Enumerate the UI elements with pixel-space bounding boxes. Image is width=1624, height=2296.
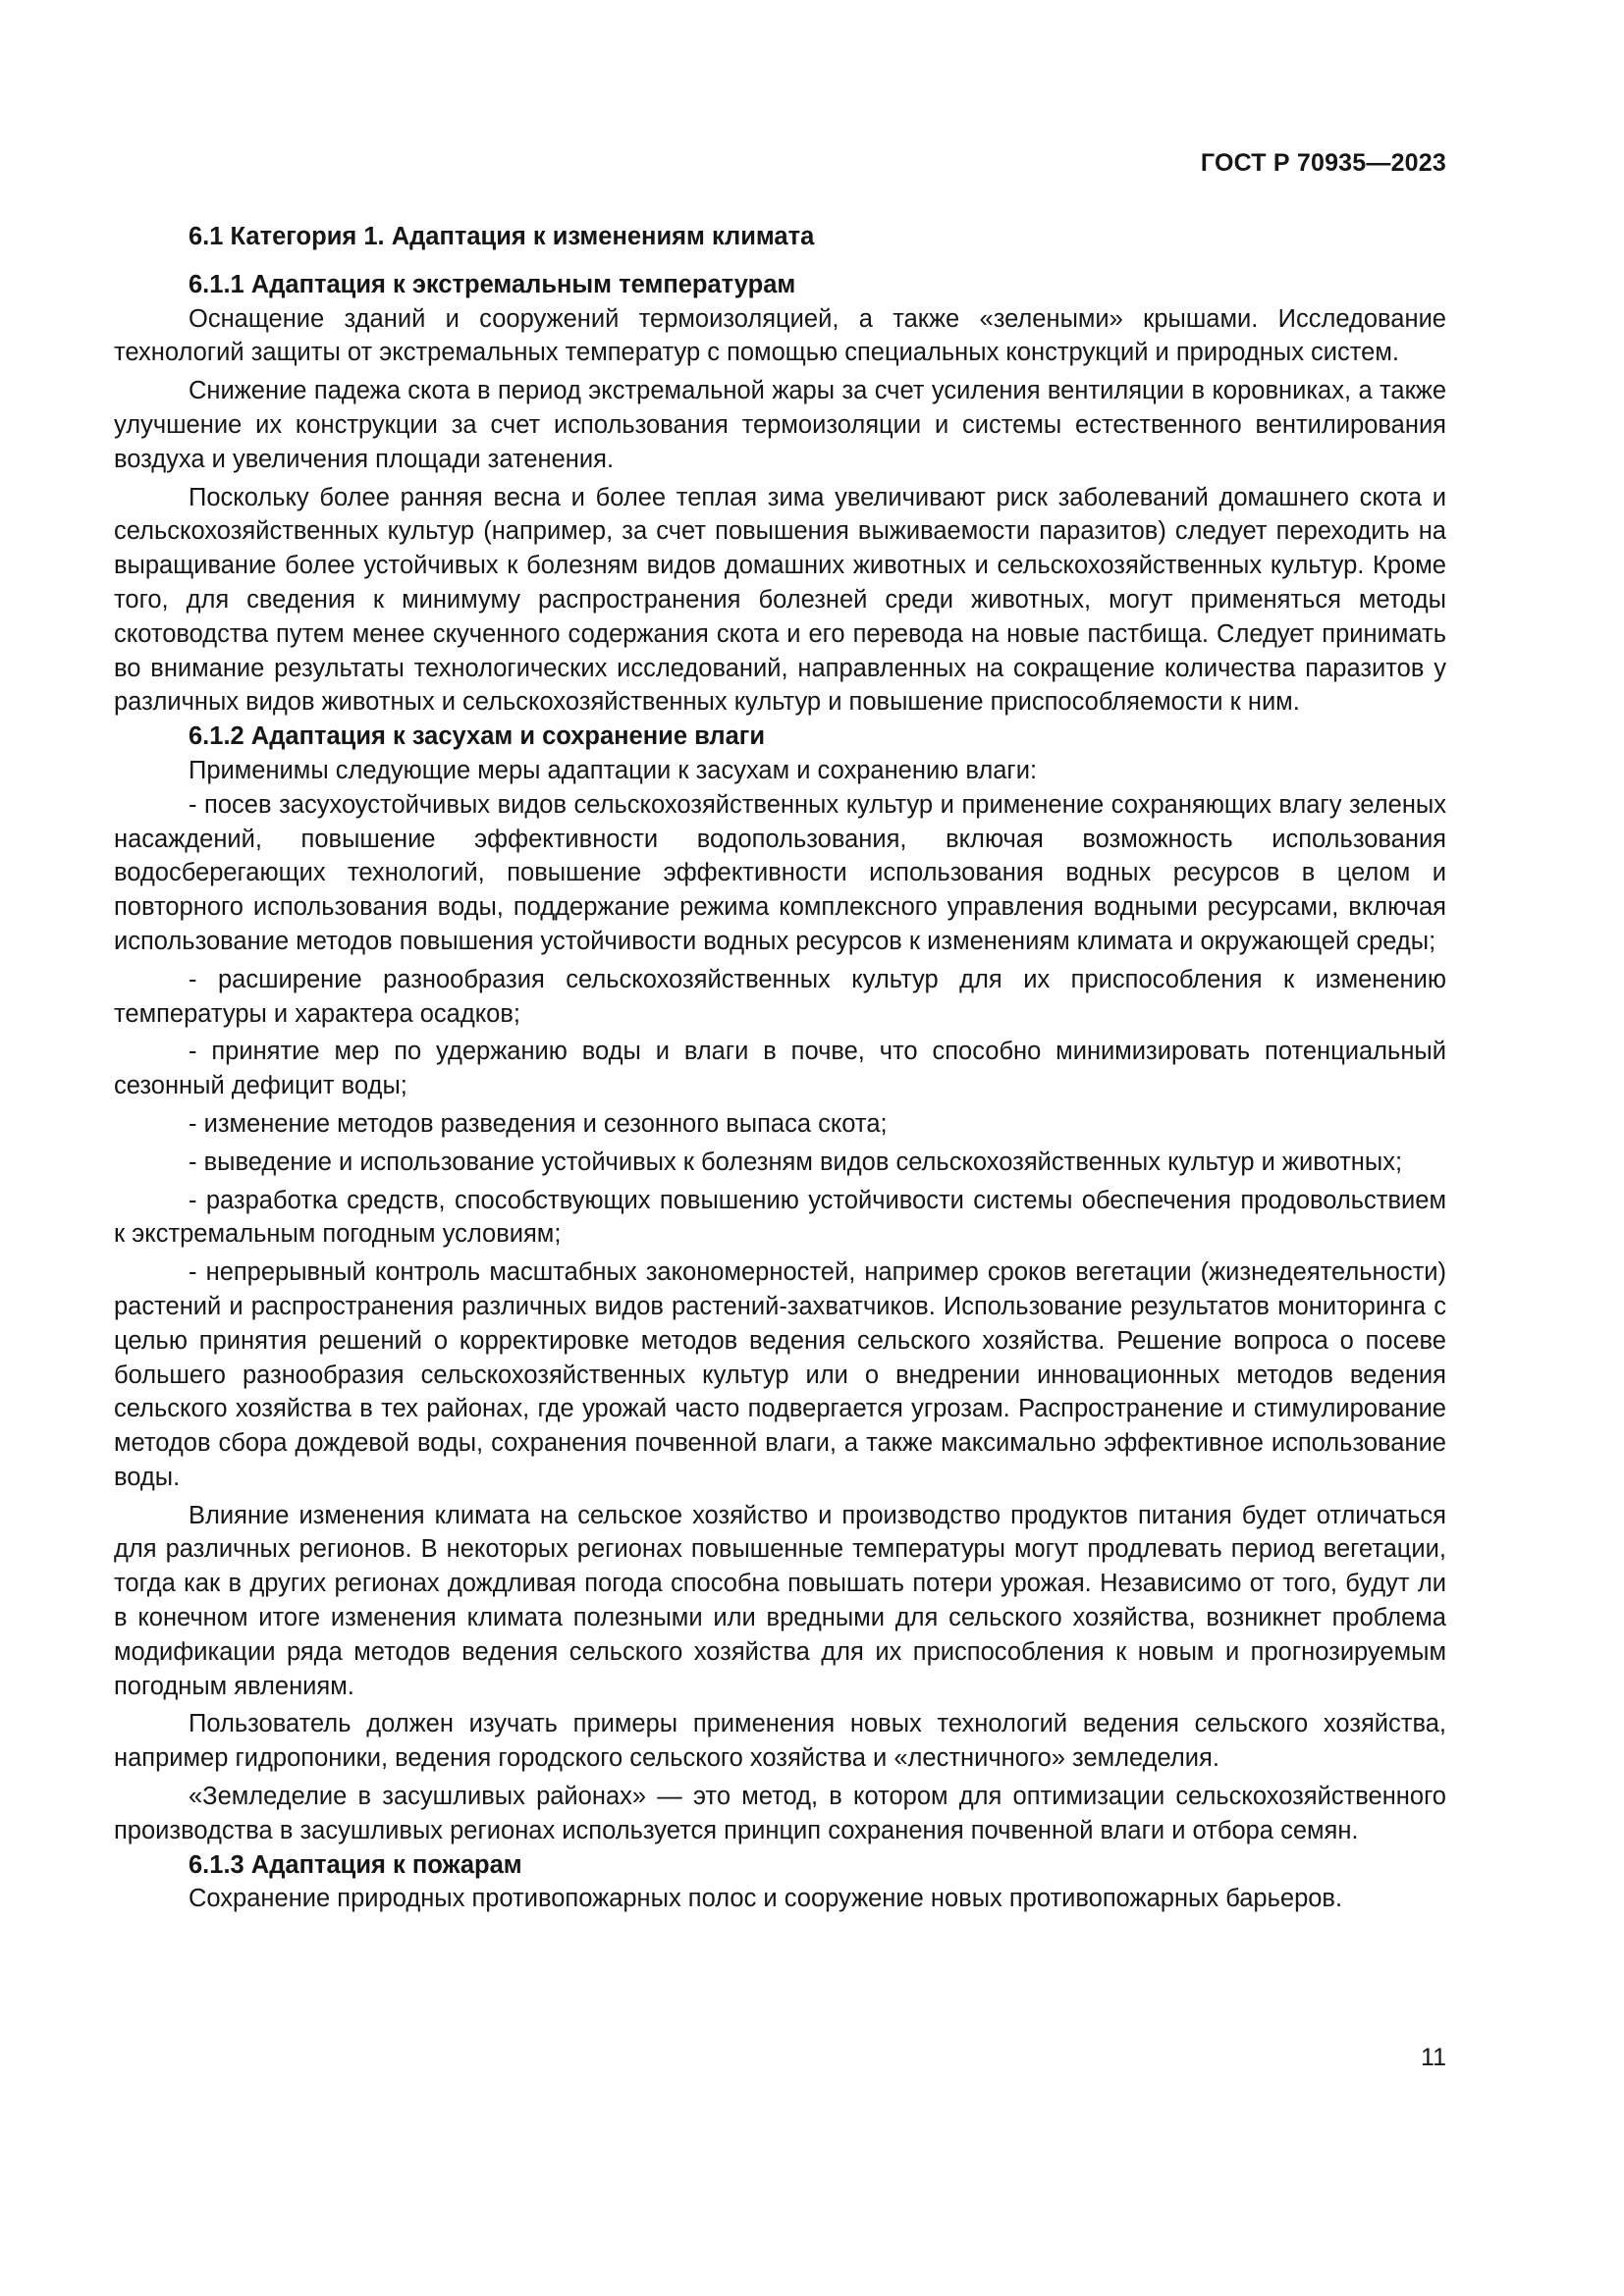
paragraph: Применимы следующие меры адаптации к засухам и сохранению влаги: bbox=[189, 756, 1038, 784]
list-item: - непрерывный контроль масштабных закономерностей, например сроков вегетации (жизнедеятельности) растений и распространения различных видов растений-захватчиков. Использование результатов мониторинга с целью принятия решений о корректировке методов ведения сельского хозяйства. Решение вопроса о посеве большего разнообразия сельскохозяйственных культур или о внедрении инновационных методов ведения сельского хозяйства в тех районах, где урожай часто подвергается угрозам. Распространение и стимулирование методов сбора дождевой воды, сохранения почвенной влаги, а также максимально эффективное использование воды. bbox=[114, 1258, 1446, 1491]
document-id-header: ГОСТ Р 70935—2023 bbox=[1200, 149, 1446, 177]
document-body bbox=[114, 220, 1446, 1916]
subsection-title-6-1-3: 6.1.3 Адаптация к пожарам bbox=[189, 1850, 522, 1879]
list-item: - принятие мер по удержанию воды и влаги в почве, что способно минимизировать потенциальный сезонный дефицит воды; bbox=[114, 1038, 1446, 1100]
list-item: - изменение методов разведения и сезонного выпаса скота; bbox=[189, 1109, 888, 1138]
paragraph: «Земледелие в засушливых районах» — это метод, в котором для оптимизации сельскохозяйственного производства в засушливых регионах используется принцип сохранения почвенной влаги и отбора семян. bbox=[114, 1783, 1446, 1844]
paragraph: Снижение падежа скота в период экстремальной жары за счет усиления вентиляции в коровниках, а также улучшение их конструкции за счет использования термоизоляции и системы естественного вентилирования воздуха и увеличения площади затенения. bbox=[114, 377, 1446, 473]
list-item: - выведение и использование устойчивых к болезням видов сельскохозяйственных культур и животных; bbox=[189, 1148, 1403, 1176]
paragraph: Оснащение зданий и сооружений термоизоляцией, а также «зелеными» крышами. Исследование технологий защиты от экстремальных температур с помощью специальных конструкций и природных систем. bbox=[114, 304, 1446, 367]
paragraph: Поскольку более ранняя весна и более теплая зима увеличивают риск заболеваний домашнего скота и сельскохозяйственных культур (например, за счет повышения выживаемости паразитов) следует переходить на выращивание более устойчивых к болезням видов домашних животных и сельскохозяйственных культур. Кроме того, для сведения к минимуму распространения болезней среди животных, могут применяться методы скотоводства путем менее скученного содержания скота и его перевода на новые пастбища. Следует принимать во внимание результаты технологических исследований, направленных на сокращение количества паразитов у различных видов животных и сельскохозяйственных культур и повышение приспособляемости к ним. bbox=[114, 483, 1446, 717]
paragraph: Пользователь должен изучать примеры применения новых технологий ведения сельского хозяйства, например гидропоники, ведения городского сельского хозяйства и «лестничного» земледелия. bbox=[114, 1710, 1446, 1773]
page-number: 11 bbox=[1421, 2044, 1446, 2071]
list-item: - разработка средств, способствующих повышению устойчивости системы обеспечения продовольствием к экстремальным погодным условиям; bbox=[114, 1186, 1446, 1249]
list-item: - посев засухоустойчивых видов сельскохозяйственных культур и применение сохраняющих влагу зеленых насаждений, повышение эффективности водопользования, включая возможность использования водосберегающих технологий, повышение эффективности использования водных ресурсов в целом и повторного использования воды, поддержание режима комплексного управления водными ресурсами, включая использование методов повышения устойчивости водных ресурсов к изменениям климата и окружающей среды; bbox=[114, 790, 1446, 955]
section-title: 6.1 Категория 1. Адаптация к изменениям климата bbox=[189, 223, 815, 250]
paragraph: Сохранение природных противопожарных полос и сооружение новых противопожарных барьеров. bbox=[189, 1885, 1343, 1913]
list-item: - расширение разнообразия сельскохозяйственных культур для их приспособления к изменению температуры и характера осадков; bbox=[114, 965, 1446, 1028]
paragraph: Влияние изменения климата на сельское хозяйство и производство продуктов питания будет отличаться для различных регионов. В некоторых регионах повышенные температуры могут продлевать период вегетации, тогда как в других регионах дождливая погода способна повышать потери урожая. Независимо от того, будут ли в конечном итоге изменения климата полезными или вредными для сельского хозяйства, возникнет проблема модификации ряда методов ведения сельского хозяйства для их приспособления к новым и прогнозируемым погодным явлениям. bbox=[114, 1501, 1446, 1700]
subsection-title-6-1-2: 6.1.2 Адаптация к засухам и сохранение влаги bbox=[189, 722, 766, 751]
subsection-title-6-1-1: 6.1.1 Адаптация к экстремальным температурам bbox=[189, 270, 796, 298]
